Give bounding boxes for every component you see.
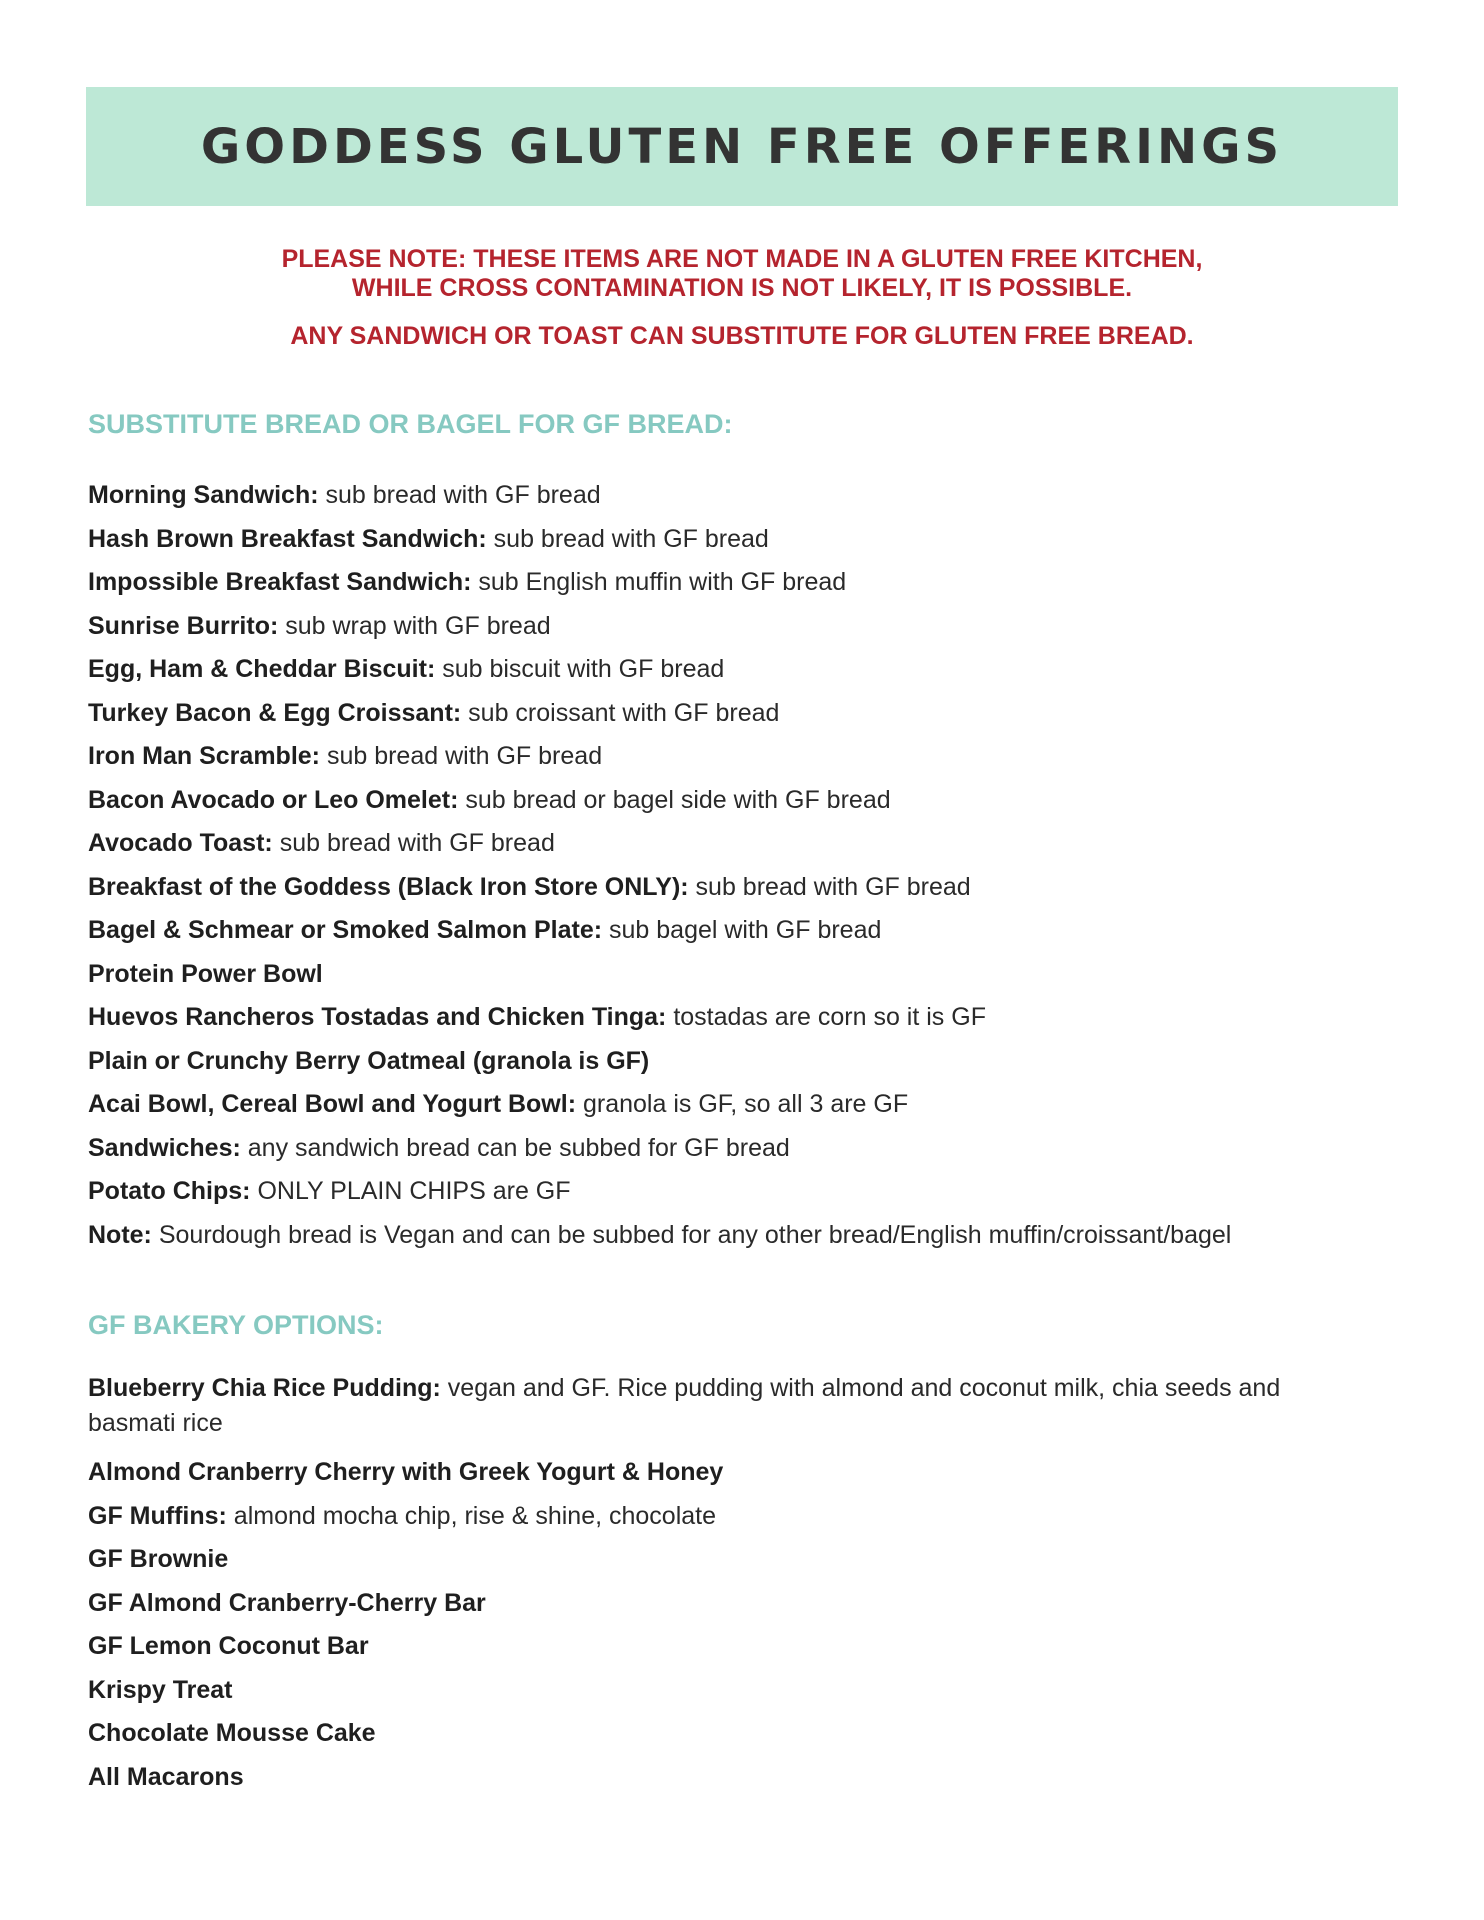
item-description: tostadas are corn so it is GF xyxy=(666,1003,986,1031)
notice-line: ANY SANDWICH OR TOAST CAN SUBSTITUTE FOR GLUTEN FREE BREAD. xyxy=(290,322,1194,350)
item-name: Hash Brown Breakfast Sandwich: xyxy=(88,524,487,553)
cross-contamination-notice xyxy=(86,245,1398,303)
item-name: GF Almond Cranberry-Cherry Bar xyxy=(88,1588,486,1617)
item-description: Sourdough bread is Vegan and can be subbed for any other bread/English muffin/croissant/bagel xyxy=(151,1220,1232,1249)
item-name: GF Brownie xyxy=(88,1545,229,1573)
item-name: Note: xyxy=(88,1220,152,1249)
page-title: GODDESS GLUTEN FREE OFFERINGS xyxy=(200,118,1284,175)
item-description: sub bread with GF bread xyxy=(688,872,971,901)
item-description: sub wrap with GF bread xyxy=(278,611,551,640)
item-name: Potato Chips: xyxy=(88,1177,251,1205)
item-name: Protein Power Bowl xyxy=(88,959,323,988)
item-description: sub bread with GF bread xyxy=(486,524,769,553)
item-description: granola is GF, so all 3 are GF xyxy=(576,1090,909,1118)
item-name: Almond Cranberry Cherry with Greek Yogurt & Honey xyxy=(88,1458,724,1486)
menu-item xyxy=(88,866,1288,910)
item-name: Morning Sandwich: xyxy=(88,481,319,509)
item-name: Turkey Bacon & Egg Croissant: xyxy=(88,698,462,727)
title-banner xyxy=(86,87,1398,206)
menu-item xyxy=(88,605,1288,649)
gf-bakery-list xyxy=(88,1367,1288,1799)
menu-item xyxy=(88,1669,1288,1713)
menu-item xyxy=(88,996,1288,1040)
item-name: Krispy Treat xyxy=(88,1675,233,1704)
item-name: Avocado Toast: xyxy=(88,829,273,857)
item-description: sub bagel with GF bread xyxy=(602,916,882,944)
section-heading-substitute-bread: SUBSTITUTE BREAD OR BAGEL FOR GF BREAD: xyxy=(88,409,733,439)
menu-item xyxy=(88,779,1288,823)
menu-item xyxy=(88,1756,1288,1800)
item-description: any sandwich bread can be subbed for GF bread xyxy=(240,1133,790,1162)
item-name: All Macarons xyxy=(88,1762,244,1791)
item-description: sub croissant with GF bread xyxy=(461,698,780,727)
item-description: almond mocha chip, rise & shine, chocolate xyxy=(226,1501,717,1530)
item-description: sub English muffin with GF bread xyxy=(471,568,847,596)
item-name: Bacon Avocado or Leo Omelet: xyxy=(88,785,459,814)
notice-line: PLEASE NOTE: THESE ITEMS ARE NOT MADE IN A GLUTEN FREE KITCHEN, xyxy=(281,245,1203,273)
item-name: Breakfast of the Goddess (Black Iron Store ONLY): xyxy=(88,872,689,901)
menu-item xyxy=(88,953,1288,997)
item-description: sub bread with GF bread xyxy=(318,481,601,509)
menu-item xyxy=(88,1625,1288,1669)
menu-item xyxy=(88,1040,1288,1084)
menu-item xyxy=(88,1170,1288,1214)
item-name: Plain or Crunchy Berry Oatmeal (granola is GF) xyxy=(88,1046,650,1075)
menu-item xyxy=(88,692,1288,736)
item-name: Blueberry Chia Rice Pudding: xyxy=(88,1374,441,1402)
menu-item xyxy=(88,1495,1288,1539)
menu-item xyxy=(88,1451,1288,1495)
item-description: sub bread with GF bread xyxy=(320,742,603,770)
item-description: sub bread or bagel side with GF bread xyxy=(458,785,891,814)
menu-item xyxy=(88,822,1288,866)
item-name: GF Muffins: xyxy=(88,1501,227,1530)
menu-item xyxy=(88,648,1288,692)
notice-line: WHILE CROSS CONTAMINATION IS NOT LIKELY, IT IS POSSIBLE. xyxy=(351,274,1133,302)
substitute-bread-list xyxy=(88,474,1288,1257)
item-name: Egg, Ham & Cheddar Biscuit: xyxy=(88,655,436,683)
menu-item xyxy=(88,1083,1288,1127)
item-name: GF Lemon Coconut Bar xyxy=(88,1632,369,1660)
item-description: vegan and GF. Rice pudding with almond and coconut milk, chia seeds and basmati rice xyxy=(88,1374,1281,1437)
menu-item xyxy=(88,1127,1288,1171)
menu-item xyxy=(88,1538,1288,1582)
menu-item xyxy=(88,1214,1288,1258)
item-description: ONLY PLAIN CHIPS are GF xyxy=(250,1177,571,1205)
menu-item xyxy=(88,518,1288,562)
item-name: Acai Bowl, Cereal Bowl and Yogurt Bowl: xyxy=(88,1090,577,1118)
item-name: Iron Man Scramble: xyxy=(88,742,320,770)
menu-item xyxy=(88,909,1288,953)
item-description: sub bread with GF bread xyxy=(272,829,555,857)
menu-item xyxy=(88,474,1288,518)
item-name: Huevos Rancheros Tostadas and Chicken Tinga: xyxy=(88,1003,667,1031)
item-name: Impossible Breakfast Sandwich: xyxy=(88,568,472,596)
item-description: sub biscuit with GF bread xyxy=(435,655,725,683)
item-name: Chocolate Mousse Cake xyxy=(88,1719,376,1747)
item-name: Sunrise Burrito: xyxy=(88,611,279,640)
item-name: Sandwiches: xyxy=(88,1133,241,1162)
menu-item xyxy=(88,1367,1288,1441)
substitution-notice xyxy=(86,322,1398,351)
item-name: Bagel & Schmear or Smoked Salmon Plate: xyxy=(88,916,603,944)
menu-item xyxy=(88,1712,1288,1756)
menu-item xyxy=(88,735,1288,779)
menu-item xyxy=(88,561,1288,605)
menu-item xyxy=(88,1582,1288,1626)
section-heading-gf-bakery: GF BAKERY OPTIONS: xyxy=(88,1310,384,1340)
